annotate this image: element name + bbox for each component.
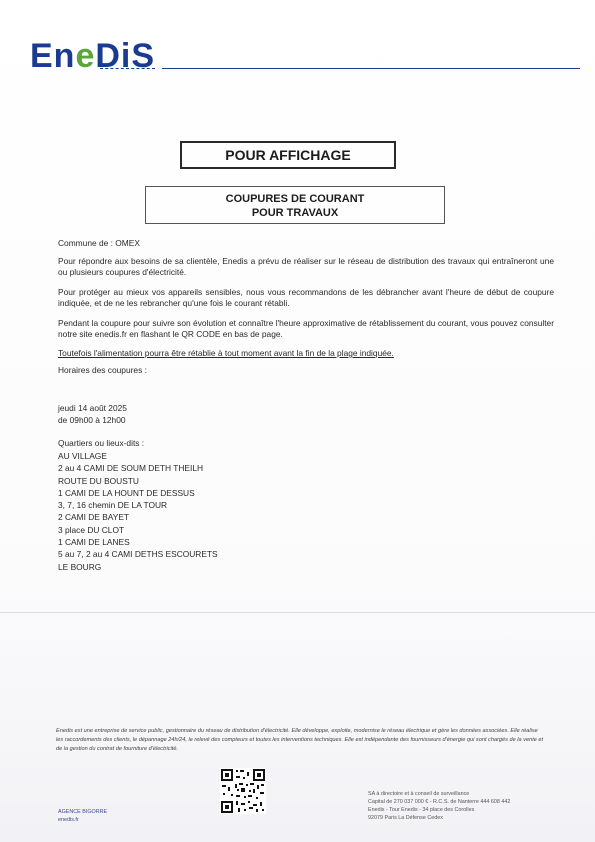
list-item: ROUTE DU BOUSTU <box>58 475 139 486</box>
subtitle-line-1: COUPURES DE COURANT <box>225 193 365 205</box>
paragraph-1: Pour répondre aux besoins de sa clientèle, Enedis a prévu de réaliser sur le réseau de distribution des travaux qui entraîneront une ou plusieurs coupures d'électricité. <box>58 256 554 277</box>
footer-legal-text: Enedis est une entreprise de service public, gestionnaire du réseau de distribution d'électricité. Elle développe, exploite, modernise le réseau électrique et gère les données associées. Elle réalise les raccordements des clients, le dépannage 24h/24, le relevé des compteurs et toutes les interventions techniques. Elle est indépendante des fournisseurs d'énergie qui sont chargés de la vente et de la gestion du contrat de fourniture d'électricité. <box>56 728 544 752</box>
header-rule-dashed <box>100 68 155 70</box>
list-item: 3, 7, 16 chemin DE LA TOUR <box>58 500 168 511</box>
paragraph-2: Pour protéger au mieux vos appareils sensibles, nous vous recommandons de les débrancher avant l'heure de début de coupure indiquée, et de ne les rebrancher qu'une fois le courant rétabli. <box>58 287 554 308</box>
enedis-logo: EneDiS <box>30 37 156 75</box>
coupure-date: jeudi 14 août 2025 <box>58 403 127 413</box>
paragraph-3: Pendant la coupure pour suivre son évolution et connaître l'heure approximative de rétablissement du courant, vous pouvez consulter notre site enedis.fr en flashant le QR CODE en bas de page. <box>58 318 554 339</box>
list-item: 2 au 4 CAMI DE SOUM DETH THEILH <box>58 463 204 474</box>
header-rule <box>162 68 580 69</box>
subtitle-box <box>145 186 445 224</box>
coupure-time: de 09h00 à 12h00 <box>58 415 126 425</box>
list-item: 1 CAMI DE LANES <box>58 537 130 548</box>
company-info <box>368 790 510 822</box>
list-item: AU VILLAGE <box>58 451 107 461</box>
list-item: 5 au 7, 2 au 4 CAMI DETHS ESCOURETS <box>58 549 218 560</box>
warning-line: Toutefois l'alimentation pourra être rétablie à tout moment avant la fin de la plage indiquée. <box>58 348 394 358</box>
company-line-1: SA à directoire et à conseil de surveillance <box>368 791 470 797</box>
qr-code[interactable] <box>220 768 266 814</box>
company-line-4: 92079 Paris La Défense Cedex <box>368 815 443 821</box>
horaires-label: Horaires des coupures : <box>58 365 147 375</box>
subtitle-line-2: POUR TRAVAUX <box>251 207 339 219</box>
list-item: 2 CAMI DE BAYET <box>58 512 130 523</box>
agence-info <box>58 808 107 824</box>
list-item: 3 place DU CLOT <box>58 524 125 535</box>
page-title: POUR AFFICHAGE <box>225 147 351 163</box>
fold-line <box>0 612 595 613</box>
agence-name: AGENCE BIGORRE <box>58 809 108 815</box>
company-line-2: Capital de 270 037 000 € - R.C.S. de Nanterre 444 608 442 <box>368 799 511 805</box>
quartiers-list <box>58 450 218 573</box>
quartiers-label: Quartiers ou lieux-dits : <box>58 438 145 448</box>
company-line-3: Enedis - Tour Enedis - 34 place des Corolles <box>368 807 475 813</box>
list-item: 1 CAMI DE LA HOUNT DE DESSUS <box>58 487 195 498</box>
list-item: LE BOURG <box>58 561 102 572</box>
agence-site[interactable]: enedis.fr <box>58 817 79 823</box>
title-box <box>180 141 396 169</box>
commune-line: Commune de : OMEX <box>58 238 140 248</box>
qr-code-icon <box>220 768 266 814</box>
